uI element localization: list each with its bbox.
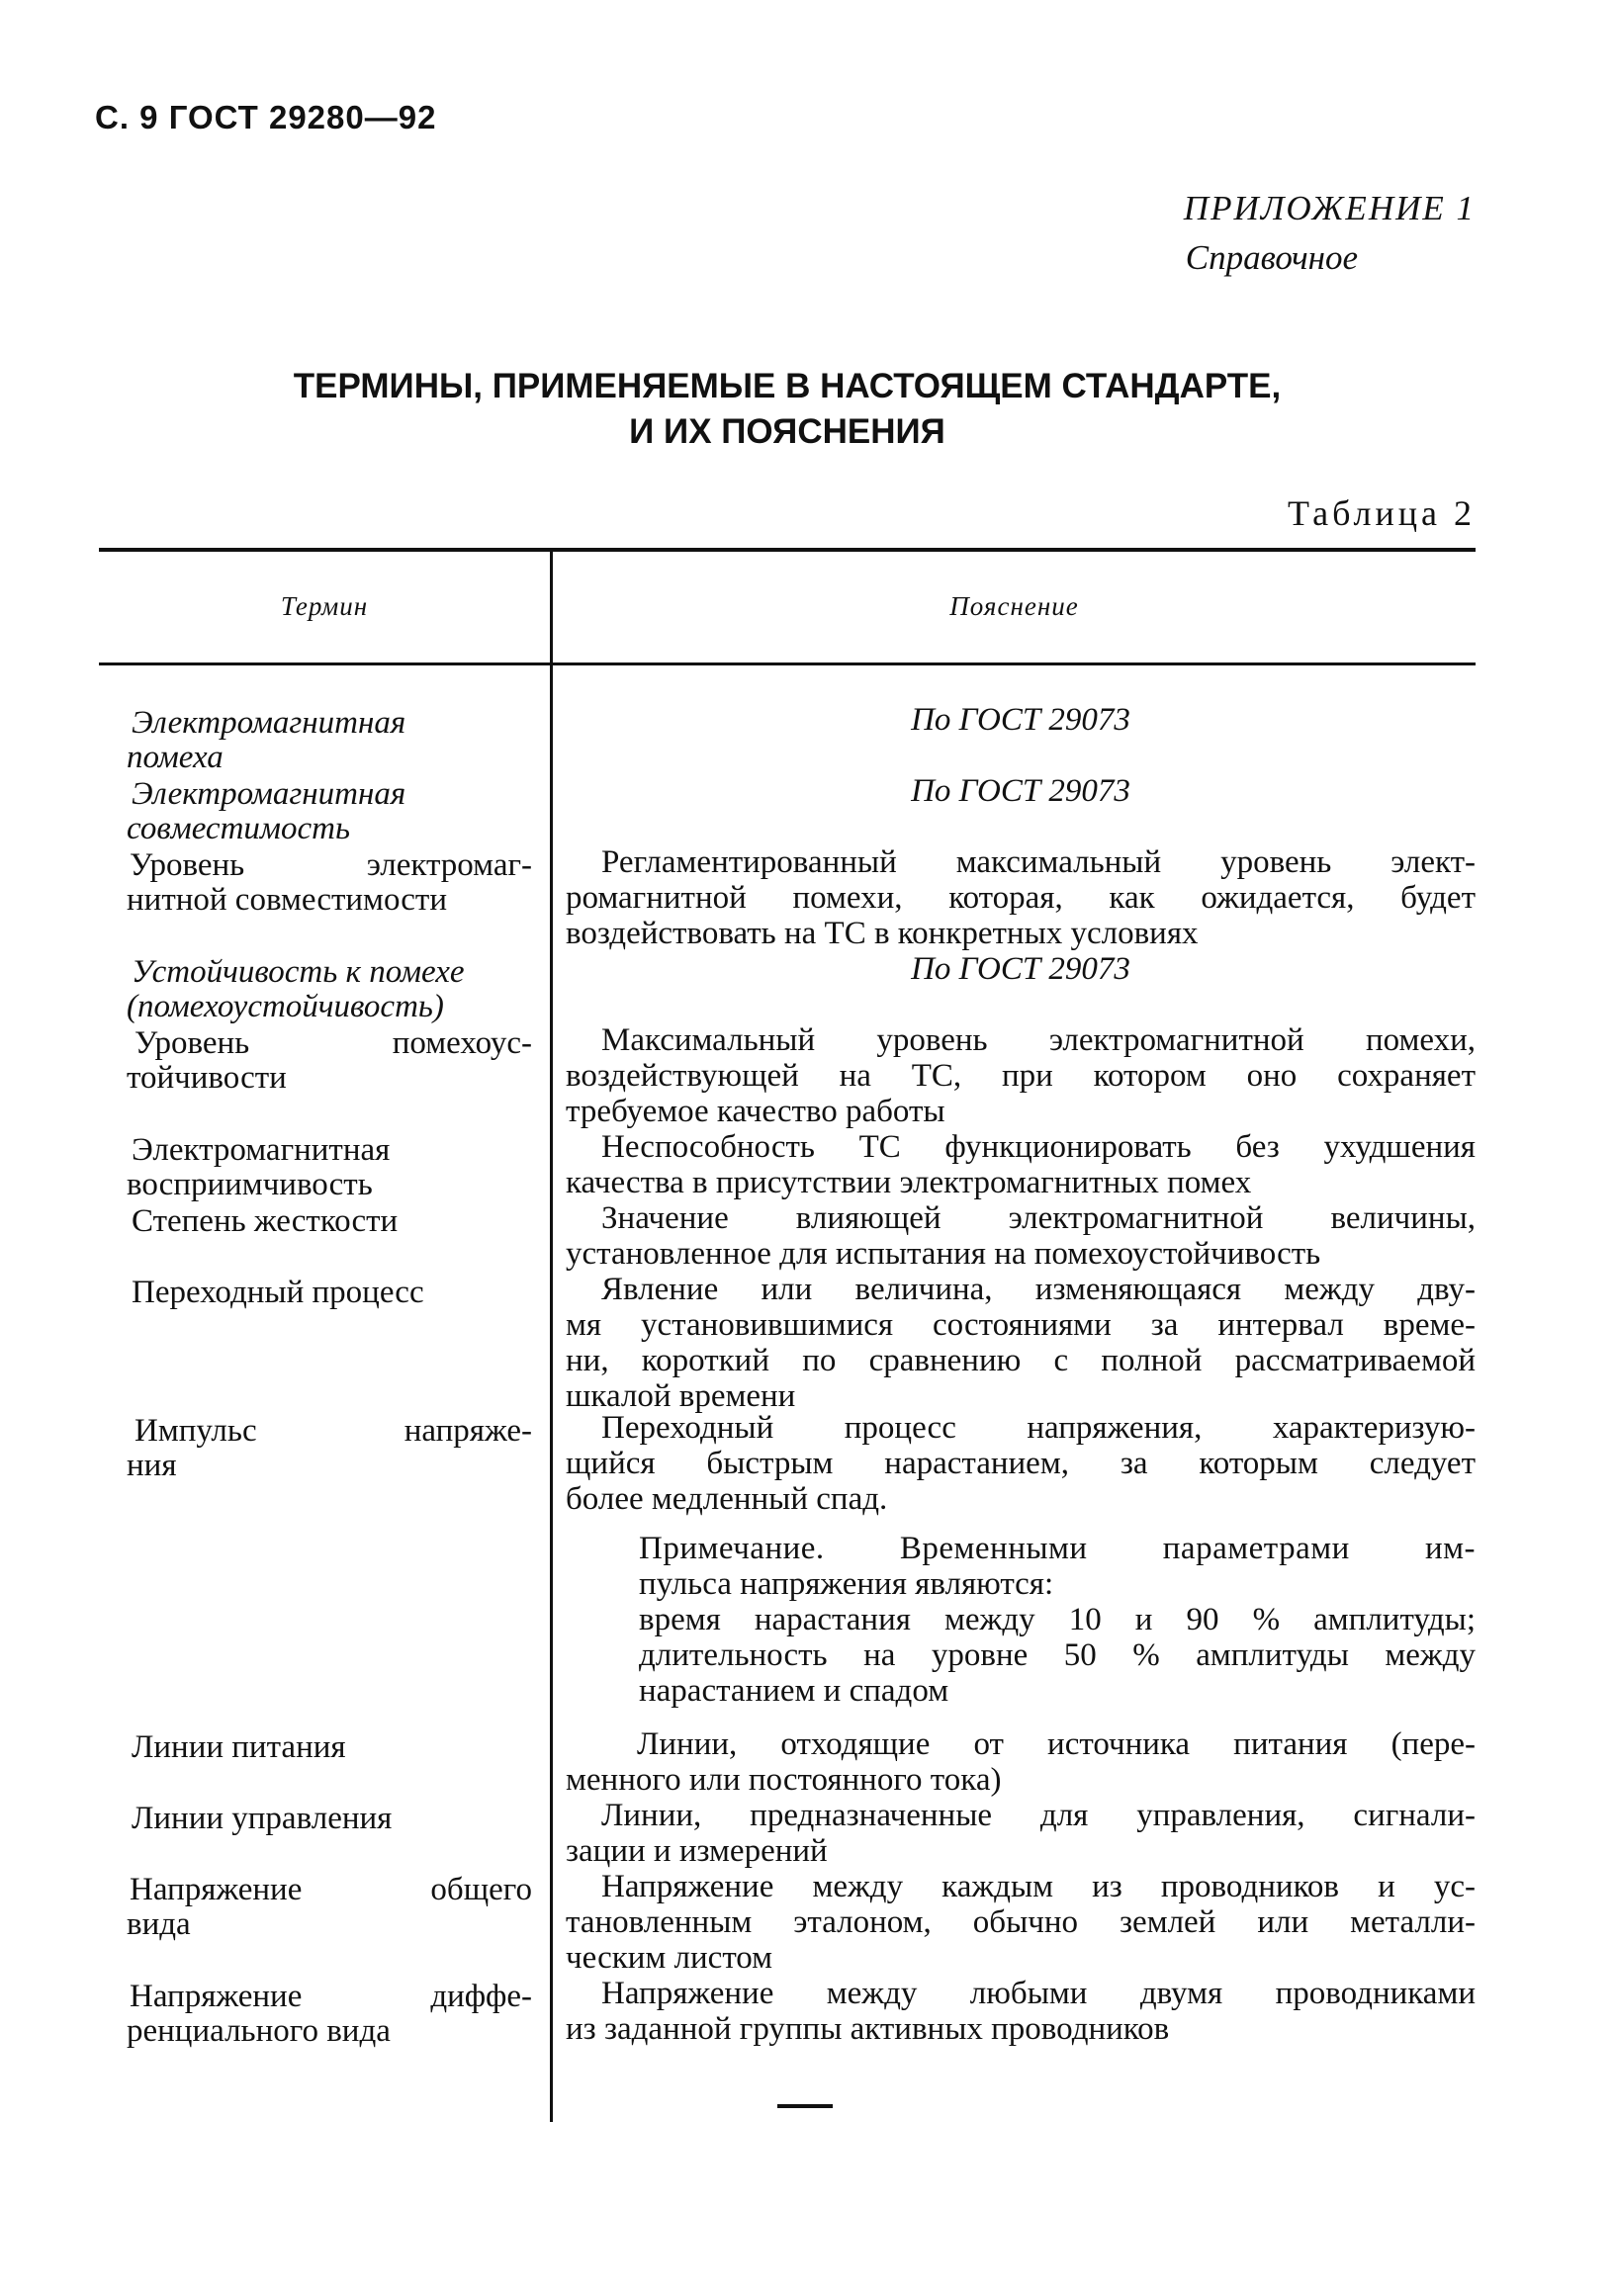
- term-immunity-level: Уровень помехоус- тойчивости: [127, 1025, 532, 1096]
- explanation-ref: По ГОСТ 29073: [911, 702, 1130, 738]
- explanation-voltage-surge: Переходный процесс напряжения, характеризую- щийся быстрым нарастанием, за которым следует более медленный спад.: [566, 1410, 1476, 1517]
- explanation-power-lines: Линии, отходящие от источника питания (пере- менного или постоянного тока): [566, 1726, 1476, 1798]
- appendix-type: Справочное: [1185, 238, 1359, 277]
- appendix-label: ПРИЛОЖЕНИЕ 1: [1183, 189, 1476, 227]
- explanation-emc-level: Регламентированный максимальный уровень элект- ромагнитной помехи, которая, как ожидается, будет воздействовать на ТС в конкретных условиях: [566, 844, 1476, 951]
- explanation-common-mode-voltage: Напряжение между каждым из проводников и ус- тановленным эталоном, обычно землей или металли- ческим листом: [566, 1869, 1476, 1976]
- column-divider: [550, 550, 553, 2122]
- term-immunity: Устойчивость к помехе (помехоустойчивость): [127, 954, 465, 1024]
- explanation-transient: Явление или величина, изменяющаяся между дву- мя установившимися состояниями за интервал време- ни, короткий по сравнению с полной рассматриваемой шкалой времени: [566, 1272, 1476, 1414]
- explanation-control-lines: Линии, предназначенные для управления, сигнали- зации и измерений: [566, 1798, 1476, 1869]
- term-common-mode-voltage: Напряжение общего вида: [127, 1872, 532, 1942]
- explanation-severity-level: Значение влияющей электромагнитной величины, установленное для испытания на помехоустойчивость: [566, 1200, 1476, 1272]
- explanation-ref: По ГОСТ 29073: [911, 773, 1130, 809]
- explanation-differential-mode-voltage: Напряжение между любыми двумя проводниками из заданной группы активных проводников: [566, 1976, 1476, 2047]
- term-control-lines: Линии управления: [132, 1801, 393, 1836]
- term-differential-mode-voltage: Напряжение диффе- ренциального вида: [127, 1979, 532, 2049]
- title-line-1: ТЕРМИНЫ, ПРИМЕНЯЕМЫЕ В НАСТОЯЩЕМ СТАНДАРТЕ,: [293, 367, 1282, 405]
- document-title: [99, 364, 1476, 455]
- term-electromagnetic-compatibility: Электромагнитная совместимость: [127, 776, 406, 846]
- column-header-term: Термин: [280, 591, 369, 621]
- explanation-ref: По ГОСТ 29073: [911, 951, 1130, 987]
- term-power-lines: Линии питания: [132, 1729, 346, 1765]
- appendix-block: [1184, 184, 1476, 283]
- table-top-rule: [99, 548, 1476, 552]
- table-label: Таблица 2: [1288, 493, 1476, 533]
- term-susceptibility: Электромагнитная восприимчивость: [127, 1132, 391, 1202]
- explanation-susceptibility: Неспособность ТС функционировать без ухудшения качества в присутствии электромагнитных помех: [566, 1129, 1476, 1200]
- column-header-explanation: Пояснение: [949, 591, 1079, 621]
- page-header: С. 9 ГОСТ 29280—92: [95, 99, 437, 135]
- title-line-2: И ИХ ПОЯСНЕНИЯ: [629, 412, 945, 451]
- term-electromagnetic-interference: Электромагнитная помеха: [127, 705, 406, 775]
- term-emc-level: Уровень электромаг- нитной совместимости: [127, 847, 532, 918]
- note-voltage-surge: Примечание. Временными параметрами им- пульса напряжения являются: время нарастания между 10 и 90 % амплитуды; длительность на уровне 50 % амплитуды между нарастанием и спадом: [639, 1531, 1476, 1709]
- term-voltage-surge: Импульс напряже- ния: [127, 1413, 532, 1483]
- explanation-immunity-level: Максимальный уровень электромагнитной помехи, воздействующей на ТС, при котором оно сохраняет требуемое качество работы: [566, 1022, 1476, 1129]
- table-header-rule: [99, 662, 1476, 665]
- term-transient: Переходный процесс: [132, 1275, 424, 1310]
- end-dash: [777, 2104, 833, 2108]
- term-severity-level: Степень жесткости: [132, 1203, 399, 1239]
